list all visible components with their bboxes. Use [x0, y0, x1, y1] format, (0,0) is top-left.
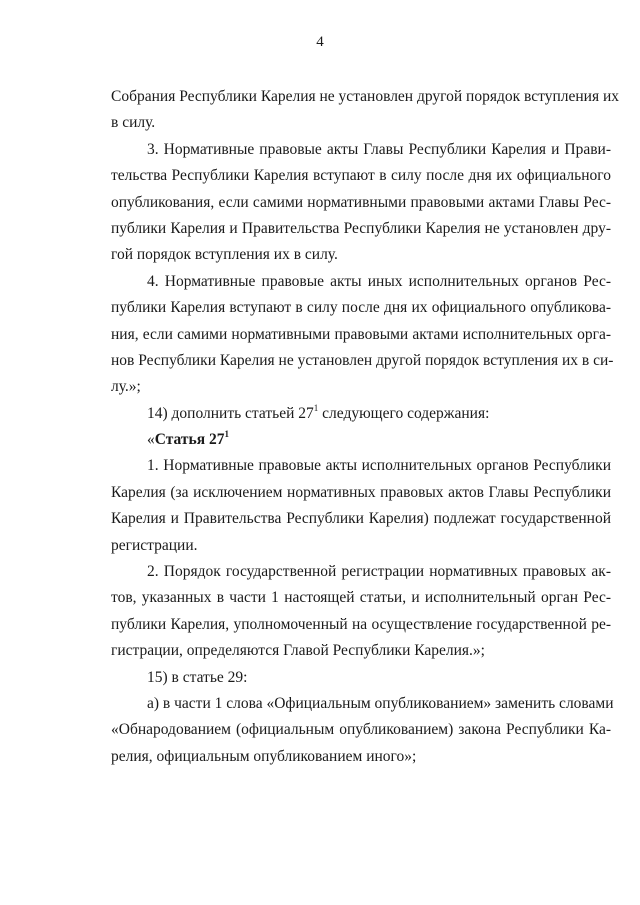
text-line: гой порядок вступления их в силу.: [111, 246, 338, 264]
article-part-2-first-line: 2. Порядок государственной регистрации нормативных правовых ак-: [147, 563, 611, 581]
item-15-line: 15) в статье 29:: [147, 668, 248, 686]
superscript: 1: [224, 429, 229, 440]
text-line: публики Карелия, уполномоченный на осуществление государственной ре-: [111, 615, 611, 633]
text-line: регистрации.: [111, 536, 198, 554]
text-line: нов Республики Карелия не установлен другой порядок вступления их в си-: [111, 351, 614, 369]
text-line: тов, указанных в части 1 настоящей статьи, и исполнительный орган Рес-: [111, 589, 611, 607]
text-line: публики Карелия вступают в силу после дня их официального опубликова-: [111, 299, 611, 317]
opening-quote: «: [147, 431, 155, 449]
article-title: [155, 431, 229, 448]
text-line: тельства Республики Карелия вступают в силу после дня их официального: [111, 167, 611, 185]
text-line: гистрации, определяются Главой Республики Карелия.»;: [111, 642, 485, 660]
subitem-a-first-line: а) в части 1 слова «Официальным опубликованием» заменить словами: [147, 694, 614, 712]
text-line: Карелия (за исключением нормативных правовых актов Главы Республики: [111, 483, 611, 501]
text-line: лу.»;: [111, 378, 141, 396]
text-line: в силу.: [111, 114, 156, 132]
superscript: 1: [313, 402, 319, 413]
text-line: «Обнародованием (официальным опубликованием) закона Республики Ка-: [111, 721, 611, 739]
paragraph-4-first-line: 4. Нормативные правовые акты иных исполнительных органов Рес-: [147, 272, 611, 290]
article-heading: [111, 427, 611, 453]
text-line: опубликования, если самими нормативными правовыми актами Главы Рес-: [111, 193, 611, 211]
text-line: ния, если самими нормативными правовыми актами исполнительных орга-: [111, 325, 611, 343]
article-title-text: Статья 27: [154, 431, 225, 449]
item-14-text-end: следующего содержания:: [318, 404, 490, 422]
text-line: Собрания Республики Карелия не установлен другой порядок вступления их: [111, 88, 619, 105]
text-line: публики Карелия и Правительства Республики Карелия не установлен дру-: [111, 219, 611, 237]
document-body: [111, 84, 619, 770]
page-number: 4: [316, 34, 324, 50]
article-part-1-first-line: 1. Нормативные правовые акты исполнительных органов Республики: [147, 457, 611, 475]
text-line: Карелия и Правительства Республики Карелия) подлежат государственной: [111, 510, 611, 528]
item-14-line: [111, 401, 611, 427]
text-line: релия, официальным опубликованием иного»;: [111, 747, 417, 765]
item-14-text: 14) дополнить статьей 27: [147, 404, 314, 422]
paragraph-3-first-line: 3. Нормативные правовые акты Главы Республики Карелия и Прави-: [147, 140, 611, 158]
